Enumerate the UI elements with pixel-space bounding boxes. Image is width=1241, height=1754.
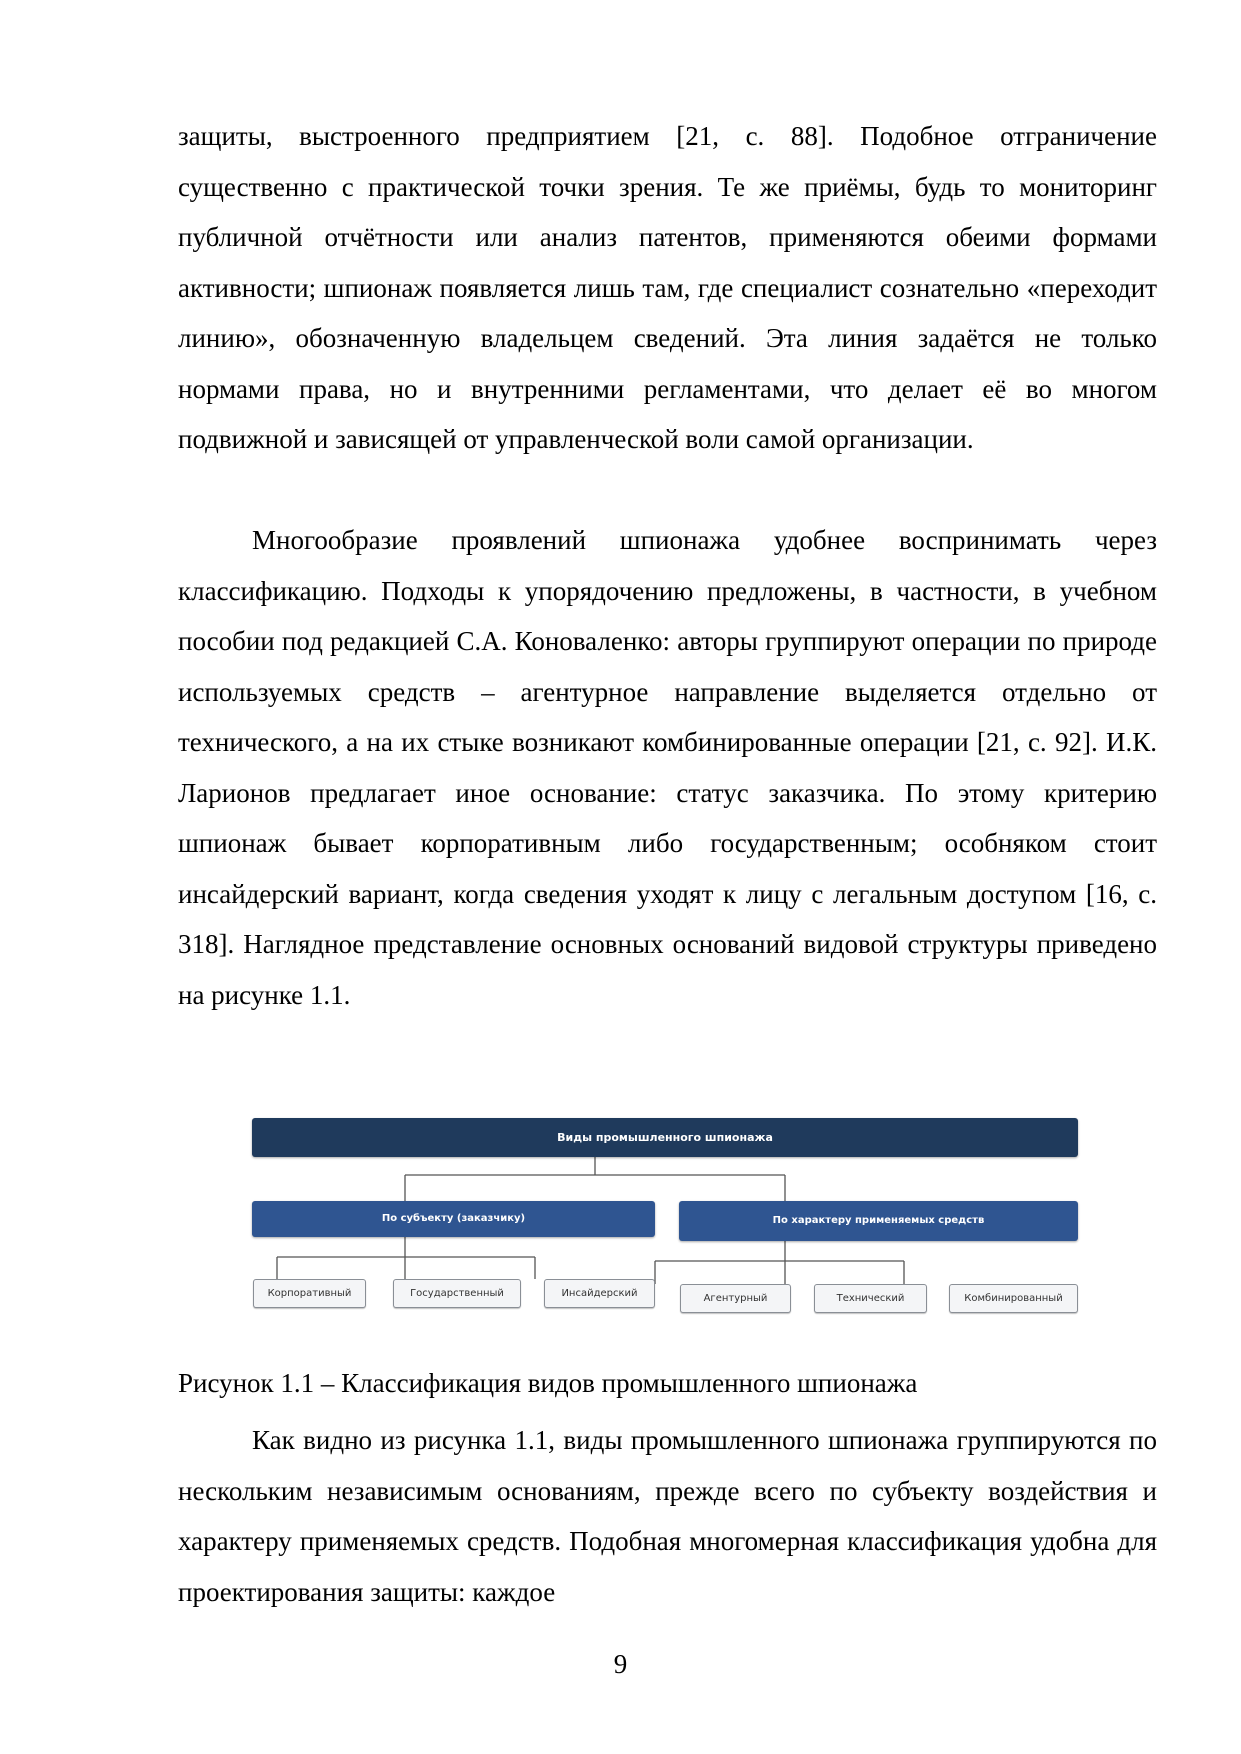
classification-diagram (250, 1118, 1082, 1324)
leaf-node-state: Государственный (393, 1279, 521, 1308)
diagram-root-node: Виды промышленного шпионажа (252, 1118, 1078, 1157)
paragraph-continuation: защиты, выстроенного предприятием [21, с. 88]. Подобное отграничение существенно с практической точки зрения. Те же приёмы, будь то мониторинг публичной отчётности или анализ патентов, применяются обеими формами активности; шпионаж появляется лишь там, где специалист сознательно «переходит линию», обозначенную владельцем сведений. Эта линия задаётся не только нормами права, но и внутренними регламентами, что делает её во многом подвижной и зависящей от управленческой воли самой организации. (178, 121, 1157, 454)
branch-node-subject: По субъекту (заказчику) (252, 1201, 655, 1237)
paragraph-classification: Многообразие проявлений шпионажа удобнее воспринимать через классификацию. Подходы к упорядочению предложены, в частности, в учебном пособии под редакцией С.А. Коноваленко: авторы группируют операции по природе используемых средств – агентурное направление выделяется отдельно от технического, а на их стыке возникают комбинированные операции [21, с. 92]. И.К. Ларионов предлагает иное основание: статус заказчика. По этому критерию шпионаж бывает корпоративным либо государственным; особняком стоит инсайдерский вариант, когда сведения уходят к лицу с легальным доступом [16, с. 318]. Наглядное представление основных оснований видовой структуры приведено на рисунке 1.1. (178, 525, 1157, 1010)
leaf-node-combined: Комбинированный (949, 1284, 1078, 1313)
leaf-node-technical: Технический (814, 1284, 927, 1313)
figure-caption: Рисунок 1.1 – Классификация видов промышленного шпионажа (178, 1368, 918, 1398)
leaf-node-insider: Инсайдерский (544, 1279, 655, 1308)
leaf-node-agent: Агентурный (680, 1284, 791, 1313)
leaf-node-corporate: Корпоративный (253, 1279, 366, 1308)
page-number: 9 (613, 1649, 628, 1679)
paragraph-conclusion: Как видно из рисунка 1.1, виды промышленного шпионажа группируются по нескольким независимым основаниям, прежде всего по субъекту воздействия и характеру применяемых средств. Подобная многомерная классификация удобна для проектирования защиты: каждое (178, 1425, 1157, 1607)
branch-node-means: По характеру применяемых средств (679, 1201, 1078, 1241)
